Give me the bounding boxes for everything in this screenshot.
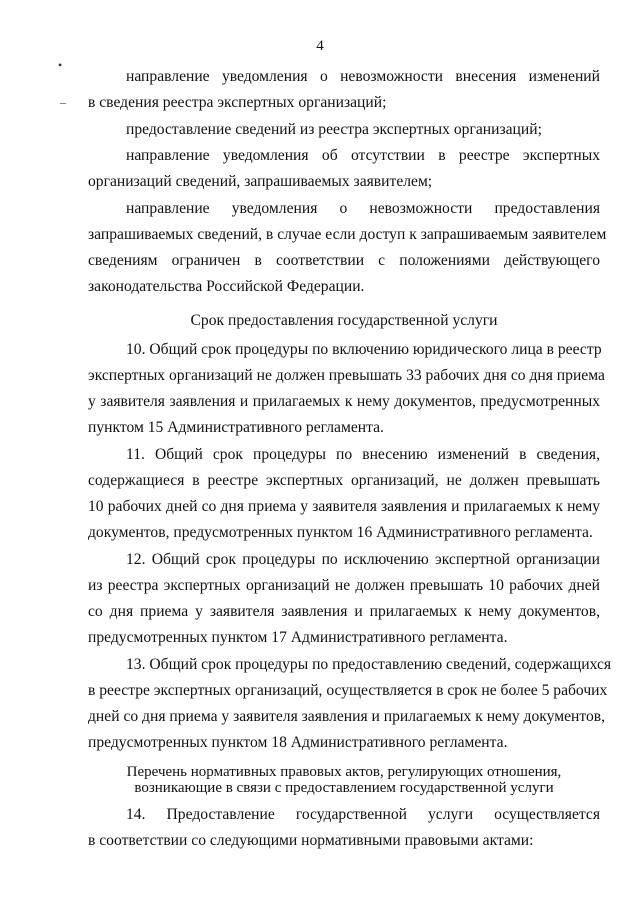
page-number: 4 xyxy=(316,38,324,54)
text-line: в сведения реестра экспертных организаций; xyxy=(88,94,387,111)
text-line: в соответствии со следующими нормативными правовыми актами: xyxy=(88,832,534,849)
text-line: 12. Общий срок процедуры по исключению экспертной организации xyxy=(126,551,600,568)
text-line: содержащиеся в реестре экспертных организаций, не должен превышать xyxy=(88,472,600,489)
text-line: направление уведомления об отсутствии в реестре экспертных xyxy=(126,147,600,164)
text-line: документов, предусмотренных пунктом 16 Административного регламента. xyxy=(88,524,593,541)
text-line: сведениям ограничен в соответствии с положениями действующего xyxy=(88,252,600,269)
text-line: 13. Общий срок процедуры по предоставлению сведений, содержащихся xyxy=(126,656,612,673)
text-line: 10. Общий срок процедуры по включению юридического лица в реестр xyxy=(126,341,602,358)
margin-mark: • xyxy=(58,58,63,72)
margin-mark: – xyxy=(60,95,66,109)
text-line: направление уведомления о невозможности предоставления xyxy=(126,200,600,217)
text-line: 14. Предоставление государственной услуги осуществляется xyxy=(126,806,600,823)
section-heading: Перечень нормативных правовых актов, регулирующих отношения, xyxy=(126,764,562,780)
section-heading: возникающие в связи с предоставлением государственной услуги xyxy=(134,780,554,796)
text-line: организаций сведений, запрашиваемых заявителем; xyxy=(88,173,433,190)
text-line: предусмотренных пунктом 17 Административного регламента. xyxy=(88,629,508,646)
text-line: у заявителя заявления и прилагаемых к нему документов, предусмотренных xyxy=(88,393,600,410)
text-line: дней со дня приема у заявителя заявления и прилагаемых к нему документов, xyxy=(88,708,606,725)
text-line: предоставление сведений из реестра экспертных организаций; xyxy=(126,121,542,138)
text-line: со дня приема у заявителя заявления и прилагаемых к нему документов, xyxy=(88,603,600,620)
text-line: в реестре экспертных организаций, осуществляется в срок не более 5 рабочих xyxy=(88,682,608,699)
text-line: пунктом 15 Административного регламента. xyxy=(88,419,384,436)
text-line: из реестра экспертных организаций не должен превышать 10 рабочих дней xyxy=(88,577,600,594)
text-line: запрашиваемых сведений, в случае если доступ к запрашиваемым заявителем xyxy=(88,226,607,243)
text-line: предусмотренных пунктом 18 Административного регламента. xyxy=(88,734,508,751)
text-line: экспертных организаций не должен превышать 33 рабочих дня со дня приема xyxy=(88,367,605,384)
text-line: 10 рабочих дней со дня приема у заявителя заявления и прилагаемых к нему xyxy=(88,498,600,515)
text-line: направление уведомления о невозможности внесения изменений xyxy=(126,68,600,85)
text-line: 11. Общий срок процедуры по внесению изменений в сведения, xyxy=(126,446,600,463)
text-line: законодательства Российской Федерации. xyxy=(88,278,365,295)
section-heading: Срок предоставления государственной услуги xyxy=(190,312,498,329)
